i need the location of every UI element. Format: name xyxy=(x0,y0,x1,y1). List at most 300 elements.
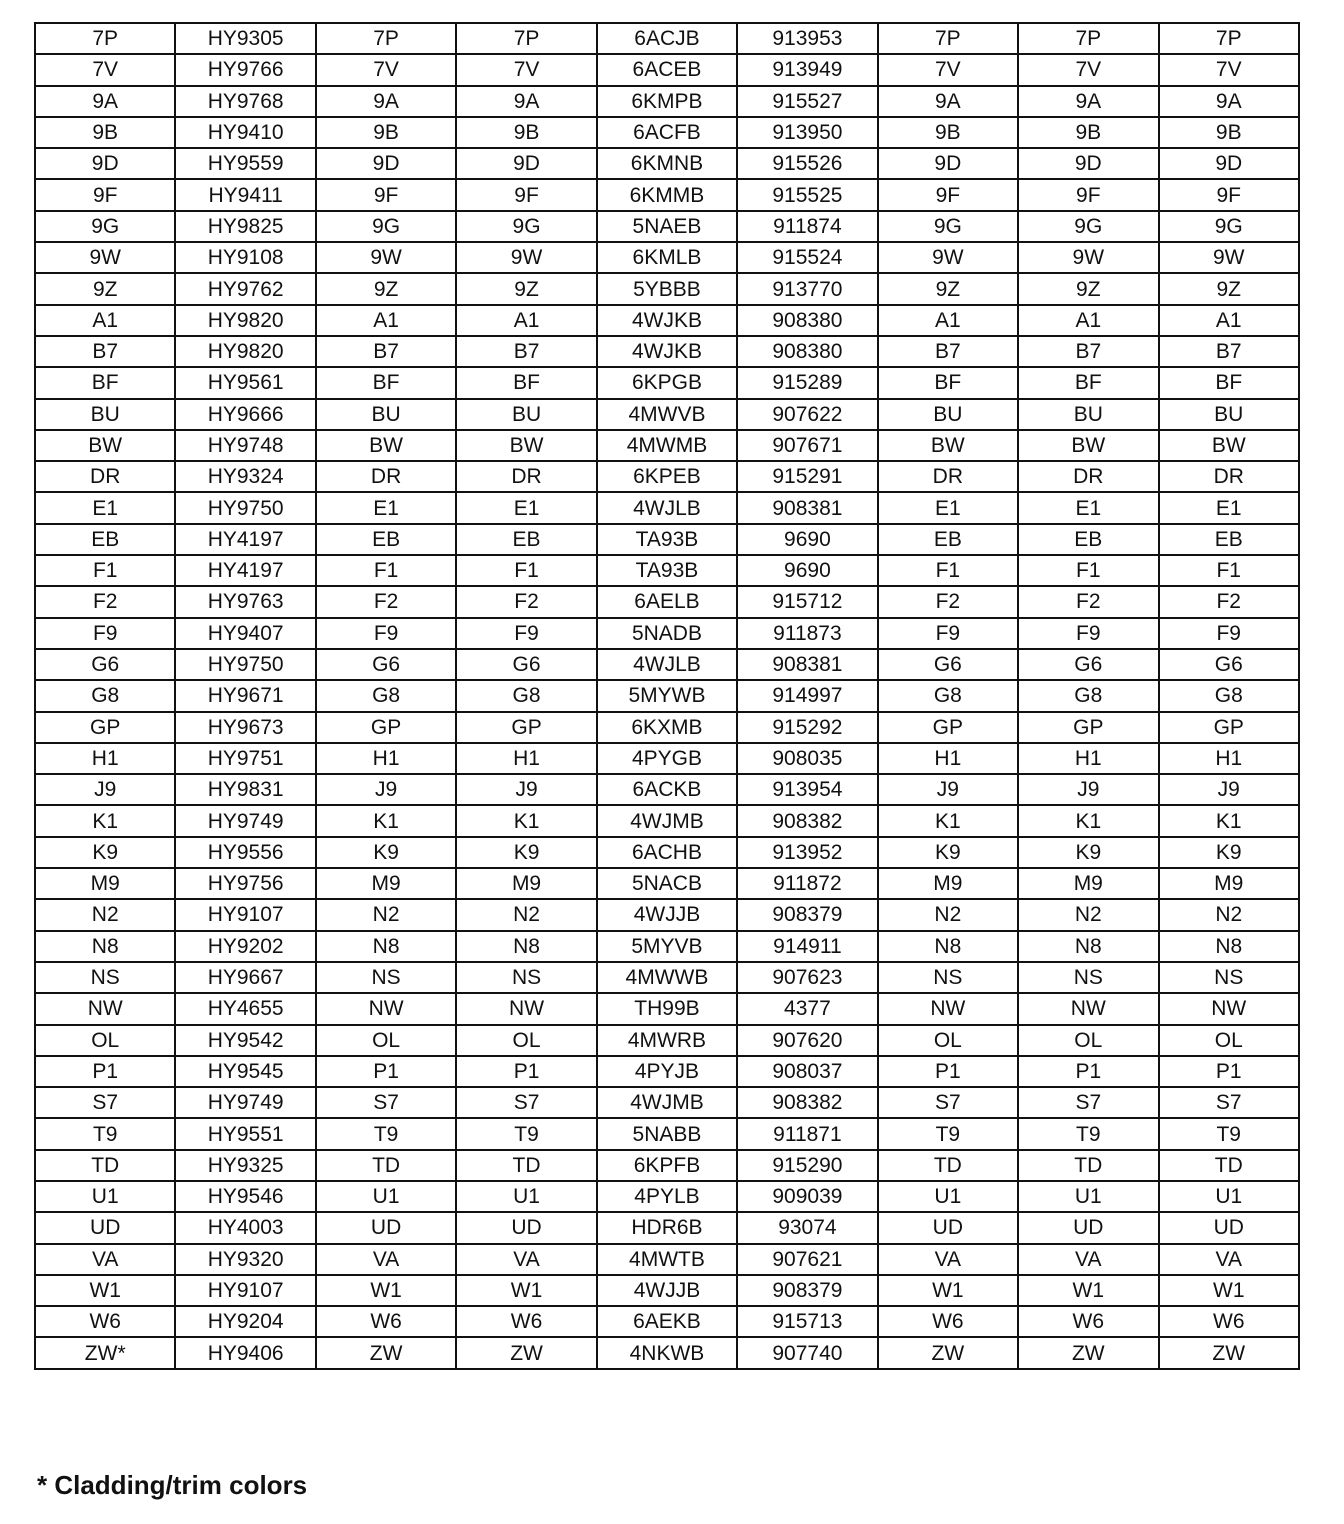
table-cell: 9Z xyxy=(456,273,596,304)
table-cell: 4WJLB xyxy=(597,649,737,680)
table-cell: 9W xyxy=(878,242,1018,273)
table-cell: F2 xyxy=(1159,586,1300,617)
table-cell: B7 xyxy=(878,336,1018,367)
table-cell: F1 xyxy=(456,555,596,586)
table-cell: 7P xyxy=(456,23,596,54)
table-cell: TD xyxy=(878,1150,1018,1181)
table-cell: 913952 xyxy=(737,837,877,868)
table-cell: 908035 xyxy=(737,743,877,774)
table-cell: NW xyxy=(316,993,456,1024)
table-row xyxy=(35,86,1299,117)
table-cell: EB xyxy=(456,524,596,555)
table-cell: 913954 xyxy=(737,774,877,805)
table-cell: 908382 xyxy=(737,805,877,836)
table-cell: B7 xyxy=(1018,336,1158,367)
table-cell: 911874 xyxy=(737,211,877,242)
table-row xyxy=(35,117,1299,148)
table-cell: B7 xyxy=(316,336,456,367)
table-cell: 907621 xyxy=(737,1244,877,1275)
table-cell: DR xyxy=(456,461,596,492)
table-row xyxy=(35,1025,1299,1056)
table-cell: 9A xyxy=(1159,86,1300,117)
table-cell: 7V xyxy=(1159,54,1300,85)
table-cell: N8 xyxy=(1018,931,1158,962)
table-cell: NW xyxy=(456,993,596,1024)
table-cell: NS xyxy=(878,962,1018,993)
table-cell: 4WJMB xyxy=(597,805,737,836)
table-cell: J9 xyxy=(35,774,175,805)
table-cell: W1 xyxy=(1018,1275,1158,1306)
table-cell: 9Z xyxy=(35,273,175,304)
table-cell: HY9556 xyxy=(175,837,315,868)
table-cell: 9A xyxy=(878,86,1018,117)
table-cell: 9G xyxy=(456,211,596,242)
table-cell: W6 xyxy=(35,1306,175,1337)
table-cell: 5MYVB xyxy=(597,931,737,962)
table-row xyxy=(35,1181,1299,1212)
table-cell: F2 xyxy=(878,586,1018,617)
table-cell: ZW xyxy=(316,1337,456,1368)
table-cell: F9 xyxy=(1018,618,1158,649)
table-cell: 4WJKB xyxy=(597,305,737,336)
table-cell: F2 xyxy=(35,586,175,617)
table-cell: HY9768 xyxy=(175,86,315,117)
table-cell: 9B xyxy=(1159,117,1300,148)
table-cell: 9W xyxy=(456,242,596,273)
table-cell: F9 xyxy=(35,618,175,649)
table-cell: 6AEKB xyxy=(597,1306,737,1337)
table-cell: 4WJJB xyxy=(597,899,737,930)
table-cell: HY9666 xyxy=(175,399,315,430)
table-body xyxy=(35,23,1299,1369)
table-cell: 9F xyxy=(1018,179,1158,210)
table-cell: G6 xyxy=(1018,649,1158,680)
table-cell: G6 xyxy=(878,649,1018,680)
table-cell: 7V xyxy=(35,54,175,85)
table-cell: 915289 xyxy=(737,367,877,398)
table-cell: HY4003 xyxy=(175,1212,315,1243)
table-cell: 4MWVB xyxy=(597,399,737,430)
table-cell: 908379 xyxy=(737,1275,877,1306)
table-cell: 911873 xyxy=(737,618,877,649)
table-cell: F9 xyxy=(456,618,596,649)
table-cell: HY9671 xyxy=(175,680,315,711)
table-cell: M9 xyxy=(1018,868,1158,899)
table-cell: 7V xyxy=(1018,54,1158,85)
table-cell: S7 xyxy=(456,1087,596,1118)
table-cell: 915526 xyxy=(737,148,877,179)
table-cell: H1 xyxy=(35,743,175,774)
table-cell: HY9762 xyxy=(175,273,315,304)
table-cell: 9G xyxy=(878,211,1018,242)
table-cell: N8 xyxy=(878,931,1018,962)
table-cell: F2 xyxy=(316,586,456,617)
table-cell: HDR6B xyxy=(597,1212,737,1243)
table-cell: DR xyxy=(316,461,456,492)
table-cell: OL xyxy=(1159,1025,1300,1056)
table-cell: T9 xyxy=(1159,1118,1300,1149)
table-cell: HY9831 xyxy=(175,774,315,805)
table-cell: 9B xyxy=(316,117,456,148)
table-cell: HY9411 xyxy=(175,179,315,210)
table-cell: UD xyxy=(1159,1212,1300,1243)
table-cell: 908382 xyxy=(737,1087,877,1118)
table-cell: A1 xyxy=(316,305,456,336)
table-cell: J9 xyxy=(1159,774,1300,805)
table-cell: TD xyxy=(35,1150,175,1181)
table-cell: 9690 xyxy=(737,555,877,586)
table-cell: 9B xyxy=(35,117,175,148)
table-cell: M9 xyxy=(35,868,175,899)
table-row xyxy=(35,492,1299,523)
table-cell: 915292 xyxy=(737,712,877,743)
table-cell: 6ACEB xyxy=(597,54,737,85)
table-cell: HY9546 xyxy=(175,1181,315,1212)
table-cell: K9 xyxy=(35,837,175,868)
table-row xyxy=(35,962,1299,993)
table-row xyxy=(35,273,1299,304)
table-cell: HY9542 xyxy=(175,1025,315,1056)
table-cell: 9Z xyxy=(878,273,1018,304)
table-cell: G8 xyxy=(316,680,456,711)
table-cell: W6 xyxy=(316,1306,456,1337)
table-cell: G8 xyxy=(35,680,175,711)
table-cell: J9 xyxy=(1018,774,1158,805)
table-cell: N8 xyxy=(316,931,456,962)
table-cell: U1 xyxy=(1018,1181,1158,1212)
table-cell: EB xyxy=(1018,524,1158,555)
table-row xyxy=(35,524,1299,555)
table-cell: 5YBBB xyxy=(597,273,737,304)
table-cell: 908037 xyxy=(737,1056,877,1087)
table-cell: 7P xyxy=(316,23,456,54)
table-cell: HY9325 xyxy=(175,1150,315,1181)
table-cell: BF xyxy=(1159,367,1300,398)
table-cell: 5NAEB xyxy=(597,211,737,242)
table-cell: S7 xyxy=(316,1087,456,1118)
table-cell: HY9320 xyxy=(175,1244,315,1275)
table-cell: HY4655 xyxy=(175,993,315,1024)
table-row xyxy=(35,1337,1299,1368)
table-cell: 907620 xyxy=(737,1025,877,1056)
table-cell: 9Z xyxy=(1018,273,1158,304)
table-cell: TA93B xyxy=(597,555,737,586)
table-cell: 909039 xyxy=(737,1181,877,1212)
table-cell: 6KMPB xyxy=(597,86,737,117)
table-cell: E1 xyxy=(1018,492,1158,523)
table-row xyxy=(35,1212,1299,1243)
table-cell: EB xyxy=(878,524,1018,555)
table-cell: G8 xyxy=(456,680,596,711)
table-cell: 4WJLB xyxy=(597,492,737,523)
table-cell: 9A xyxy=(1018,86,1158,117)
table-cell: VA xyxy=(316,1244,456,1275)
table-cell: P1 xyxy=(35,1056,175,1087)
table-cell: 4MWMB xyxy=(597,430,737,461)
table-row xyxy=(35,399,1299,430)
table-cell: F2 xyxy=(1018,586,1158,617)
table-cell: 9D xyxy=(316,148,456,179)
table-cell: G8 xyxy=(1159,680,1300,711)
table-cell: NW xyxy=(35,993,175,1024)
table-cell: M9 xyxy=(316,868,456,899)
table-cell: N2 xyxy=(316,899,456,930)
table-cell: K9 xyxy=(1018,837,1158,868)
table-cell: T9 xyxy=(1018,1118,1158,1149)
table-cell: UD xyxy=(35,1212,175,1243)
table-cell: HY9559 xyxy=(175,148,315,179)
table-cell: E1 xyxy=(456,492,596,523)
table-cell: NS xyxy=(456,962,596,993)
table-cell: NS xyxy=(35,962,175,993)
table-cell: ZW xyxy=(1018,1337,1158,1368)
table-cell: HY4197 xyxy=(175,555,315,586)
table-cell: A1 xyxy=(878,305,1018,336)
table-cell: 5MYWB xyxy=(597,680,737,711)
table-cell: H1 xyxy=(1159,743,1300,774)
table-cell: 9G xyxy=(1018,211,1158,242)
table-cell: 6KMMB xyxy=(597,179,737,210)
table-cell: A1 xyxy=(456,305,596,336)
table-cell: 6AELB xyxy=(597,586,737,617)
table-cell: TA93B xyxy=(597,524,737,555)
table-cell: S7 xyxy=(878,1087,1018,1118)
table-cell: 7V xyxy=(878,54,1018,85)
table-cell: B7 xyxy=(35,336,175,367)
table-cell: F1 xyxy=(878,555,1018,586)
table-row xyxy=(35,680,1299,711)
table-row xyxy=(35,1275,1299,1306)
table-cell: BF xyxy=(35,367,175,398)
table-cell: HY9324 xyxy=(175,461,315,492)
table-cell: W1 xyxy=(1159,1275,1300,1306)
table-cell: HY9750 xyxy=(175,649,315,680)
table-cell: N8 xyxy=(1159,931,1300,962)
table-row xyxy=(35,430,1299,461)
table-cell: VA xyxy=(35,1244,175,1275)
table-cell: P1 xyxy=(1159,1056,1300,1087)
table-cell: DR xyxy=(1159,461,1300,492)
table-cell: HY9820 xyxy=(175,305,315,336)
table-cell: 7P xyxy=(1018,23,1158,54)
table-cell: 4WJMB xyxy=(597,1087,737,1118)
table-cell: BF xyxy=(456,367,596,398)
table-cell: NS xyxy=(316,962,456,993)
table-cell: H1 xyxy=(1018,743,1158,774)
table-cell: HY9107 xyxy=(175,899,315,930)
table-cell: BU xyxy=(316,399,456,430)
table-cell: NS xyxy=(1159,962,1300,993)
table-cell: K1 xyxy=(878,805,1018,836)
table-cell: 9G xyxy=(35,211,175,242)
table-cell: N2 xyxy=(456,899,596,930)
table-cell: W6 xyxy=(456,1306,596,1337)
table-cell: GP xyxy=(878,712,1018,743)
table-cell: 5NACB xyxy=(597,868,737,899)
table-cell: B7 xyxy=(1159,336,1300,367)
table-cell: 6KPFB xyxy=(597,1150,737,1181)
table-cell: W6 xyxy=(1018,1306,1158,1337)
table-cell: HY9763 xyxy=(175,586,315,617)
table-cell: GP xyxy=(456,712,596,743)
table-cell: OL xyxy=(35,1025,175,1056)
table-cell: F9 xyxy=(1159,618,1300,649)
table-row xyxy=(35,305,1299,336)
table-cell: G6 xyxy=(316,649,456,680)
table-cell: HY9766 xyxy=(175,54,315,85)
table-cell: K9 xyxy=(1159,837,1300,868)
table-cell: BW xyxy=(878,430,1018,461)
table-cell: 913953 xyxy=(737,23,877,54)
table-row xyxy=(35,54,1299,85)
table-cell: 6ACHB xyxy=(597,837,737,868)
table-cell: P1 xyxy=(1018,1056,1158,1087)
table-cell: 913950 xyxy=(737,117,877,148)
table-cell: HY9545 xyxy=(175,1056,315,1087)
table-cell: 9B xyxy=(878,117,1018,148)
table-cell: 915527 xyxy=(737,86,877,117)
table-row xyxy=(35,336,1299,367)
table-cell: 9A xyxy=(456,86,596,117)
table-cell: 9D xyxy=(878,148,1018,179)
table-cell: 9Z xyxy=(1159,273,1300,304)
table-cell: HY9820 xyxy=(175,336,315,367)
table-cell: G6 xyxy=(1159,649,1300,680)
table-cell: 7V xyxy=(456,54,596,85)
table-cell: A1 xyxy=(1159,305,1300,336)
table-cell: HY9107 xyxy=(175,1275,315,1306)
table-cell: 9W xyxy=(316,242,456,273)
table-cell: W1 xyxy=(316,1275,456,1306)
table-row xyxy=(35,931,1299,962)
table-cell: 9D xyxy=(1159,148,1300,179)
table-cell: W1 xyxy=(878,1275,1018,1306)
table-cell: UD xyxy=(316,1212,456,1243)
table-cell: 9W xyxy=(1018,242,1158,273)
table-cell: EB xyxy=(316,524,456,555)
footnote: * Cladding/trim colors xyxy=(37,1470,308,1500)
color-code-table xyxy=(34,22,1300,1370)
table-cell: 6KPGB xyxy=(597,367,737,398)
table-cell: N2 xyxy=(878,899,1018,930)
table-row xyxy=(35,993,1299,1024)
table-cell: W1 xyxy=(456,1275,596,1306)
table-cell: 5NADB xyxy=(597,618,737,649)
table-cell: VA xyxy=(1159,1244,1300,1275)
table-cell: 915712 xyxy=(737,586,877,617)
table-cell: F1 xyxy=(316,555,456,586)
table-cell: 6ACJB xyxy=(597,23,737,54)
table-cell: K1 xyxy=(35,805,175,836)
table-cell: S7 xyxy=(35,1087,175,1118)
table-cell: 6KPEB xyxy=(597,461,737,492)
table-cell: H1 xyxy=(316,743,456,774)
table-cell: 9F xyxy=(35,179,175,210)
table-row xyxy=(35,555,1299,586)
table-cell: TD xyxy=(1159,1150,1300,1181)
table-cell: HY9749 xyxy=(175,1087,315,1118)
table-cell: M9 xyxy=(456,868,596,899)
table-cell: BW xyxy=(316,430,456,461)
table-cell: HY4197 xyxy=(175,524,315,555)
table-cell: BW xyxy=(1018,430,1158,461)
table-cell: BW xyxy=(35,430,175,461)
table-cell: TD xyxy=(1018,1150,1158,1181)
table-cell: M9 xyxy=(878,868,1018,899)
table-row xyxy=(35,743,1299,774)
table-cell: S7 xyxy=(1159,1087,1300,1118)
table-cell: 908380 xyxy=(737,336,877,367)
table-cell: HY9407 xyxy=(175,618,315,649)
table-cell: 9690 xyxy=(737,524,877,555)
table-cell: HY9204 xyxy=(175,1306,315,1337)
table-cell: U1 xyxy=(456,1181,596,1212)
table-cell: HY9750 xyxy=(175,492,315,523)
table-cell: W6 xyxy=(1159,1306,1300,1337)
table-cell: 9A xyxy=(316,86,456,117)
table-cell: HY9410 xyxy=(175,117,315,148)
table-cell: U1 xyxy=(878,1181,1018,1212)
table-cell: ZW xyxy=(1159,1337,1300,1368)
table-cell: 4PYGB xyxy=(597,743,737,774)
table-cell: K9 xyxy=(456,837,596,868)
table-cell: HY9749 xyxy=(175,805,315,836)
table-cell: N2 xyxy=(1159,899,1300,930)
table-cell: NW xyxy=(1018,993,1158,1024)
table-cell: HY9673 xyxy=(175,712,315,743)
table-cell: GP xyxy=(1018,712,1158,743)
table-cell: UD xyxy=(878,1212,1018,1243)
table-cell: F2 xyxy=(456,586,596,617)
table-cell: ZW xyxy=(878,1337,1018,1368)
table-cell: DR xyxy=(35,461,175,492)
table-cell: 907671 xyxy=(737,430,877,461)
table-cell: DR xyxy=(1018,461,1158,492)
table-cell: HY9305 xyxy=(175,23,315,54)
table-cell: 913770 xyxy=(737,273,877,304)
table-row xyxy=(35,367,1299,398)
table-cell: S7 xyxy=(1018,1087,1158,1118)
table-cell: 9B xyxy=(456,117,596,148)
table-cell: 9W xyxy=(35,242,175,273)
table-cell: TD xyxy=(456,1150,596,1181)
table-row xyxy=(35,1056,1299,1087)
table-cell: B7 xyxy=(456,336,596,367)
table-cell: K9 xyxy=(878,837,1018,868)
table-cell: 9D xyxy=(456,148,596,179)
table-row xyxy=(35,179,1299,210)
table-row xyxy=(35,211,1299,242)
table-cell: 5NABB xyxy=(597,1118,737,1149)
table-cell: BU xyxy=(1018,399,1158,430)
table-cell: BU xyxy=(878,399,1018,430)
table-cell: NW xyxy=(878,993,1018,1024)
table-cell: K1 xyxy=(1018,805,1158,836)
table-cell: 9G xyxy=(1159,211,1300,242)
table-cell: P1 xyxy=(316,1056,456,1087)
table-row xyxy=(35,837,1299,868)
table-cell: 915713 xyxy=(737,1306,877,1337)
table-row xyxy=(35,1306,1299,1337)
table-cell: 9D xyxy=(35,148,175,179)
table-row xyxy=(35,148,1299,179)
table-cell: N2 xyxy=(35,899,175,930)
table-cell: HY9108 xyxy=(175,242,315,273)
table-cell: 4PYJB xyxy=(597,1056,737,1087)
table-cell: HY9748 xyxy=(175,430,315,461)
table-cell: F1 xyxy=(1018,555,1158,586)
table-cell: K9 xyxy=(316,837,456,868)
